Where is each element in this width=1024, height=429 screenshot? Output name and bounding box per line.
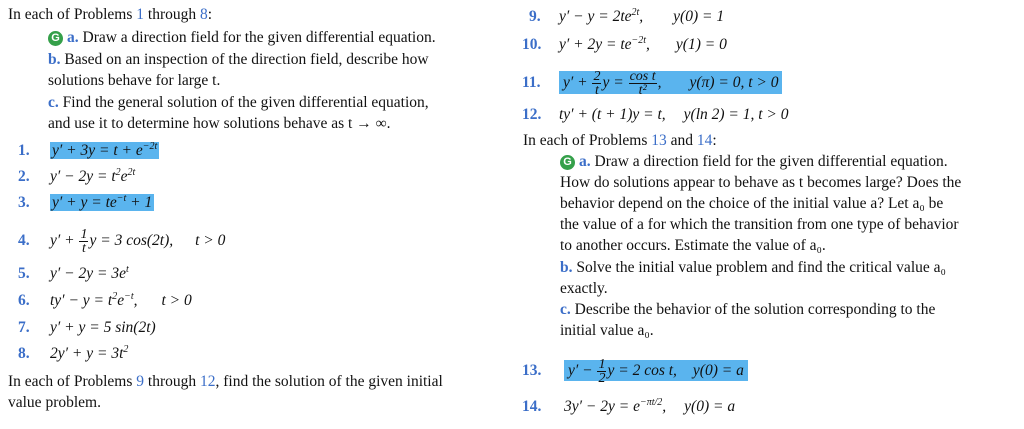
part-b-line2-right: exactly.: [560, 280, 608, 297]
part-a-line3-right: behavior depend on the choice of the initial value a? Let a₀ be: [560, 195, 944, 212]
problem-7: 7. y′ + y = 5 sin(2t): [18, 319, 156, 336]
problem-5: 5. $y' - 2y = 3e^t$: [18, 263, 129, 282]
part-a-line-right: G a. Draw a direction field for the given differential equation.: [560, 152, 948, 172]
intro-problems-9-12-line2: value problem.: [8, 394, 101, 411]
part-a-line4-right: the value of a for which the transition from one type of behavior: [560, 216, 959, 233]
problem-14: 14. $3y' - 2y = e^{-\pi t/2}$, y(0) = a: [522, 396, 736, 415]
part-c-line2-right: initial value a₀.: [560, 322, 654, 339]
part-c-line-right: c. Describe the behavior of the solution corresponding to the: [560, 301, 936, 318]
g-logo-icon: G: [48, 31, 63, 46]
part-a-line5-right: to another occurs. Estimate the value of a₀.: [560, 237, 826, 254]
problem-10: 10. $y' + 2y = te^{-2t}$, y(1) = 0: [522, 34, 727, 53]
problem-3: 3. $y' + y = te^{-t} + 1$: [18, 192, 153, 211]
problem-13: 13. y′ − $\frac{1}{2}$ y = 2 cos t, y(0) = a: [522, 358, 748, 385]
part-b-line1: b. Based on an inspection of the direction field, describe how: [48, 51, 429, 68]
problem-2: 2. $y' - 2y = t^2e^{2t}$: [18, 166, 136, 185]
intro-problems-13-14: In each of Problems 13 and 14:: [523, 132, 717, 149]
problem-12: 12. ty′ + (t + 1)y = t, y(ln 2) = 1, t > 0: [522, 106, 789, 123]
part-c-line1: c. Find the general solution of the given differential equation,: [48, 94, 429, 111]
intro-problems-1-8: In each of Problems 1 through 8:: [8, 6, 213, 23]
part-b-line2: solutions behave for large t.: [48, 72, 221, 89]
part-b-line-right: b. Solve the initial value problem and find the critical value a₀: [560, 259, 946, 276]
problem-4: 4. y′ + $\frac{1}{t}$ y = 3 cos(2t), t > 0: [18, 227, 226, 256]
part-a-line2-right: How do solutions appear to behave as t becomes large? Does the: [560, 174, 962, 191]
problem-8: 8. $2y' + y = 3t^2$: [18, 343, 129, 362]
problem-1: 1. $y' + 3y = t + e^{-2t}$: [18, 140, 158, 159]
problem-6: 6. $ty' - y = t^2e^{-t}$, t > 0: [18, 290, 192, 309]
part-c-line2: and use it to determine how solutions behave as t → ∞.: [48, 115, 391, 132]
problem-11: 11. y′ + $\frac{2}{t}$ y = $\frac{\text{cos t}}{\text{t²}}$ , y(π) = 0, t > 0: [522, 70, 782, 97]
part-a-line: G a. Draw a direction field for the given differential equation.: [48, 28, 436, 48]
g-logo-icon: G: [560, 155, 575, 170]
problem-9: 9. $y' - y = 2te^{2t}$, y(0) = 1: [529, 6, 725, 25]
intro-problems-9-12: In each of Problems 9 through 12, find the solution of the given initial: [8, 373, 443, 390]
